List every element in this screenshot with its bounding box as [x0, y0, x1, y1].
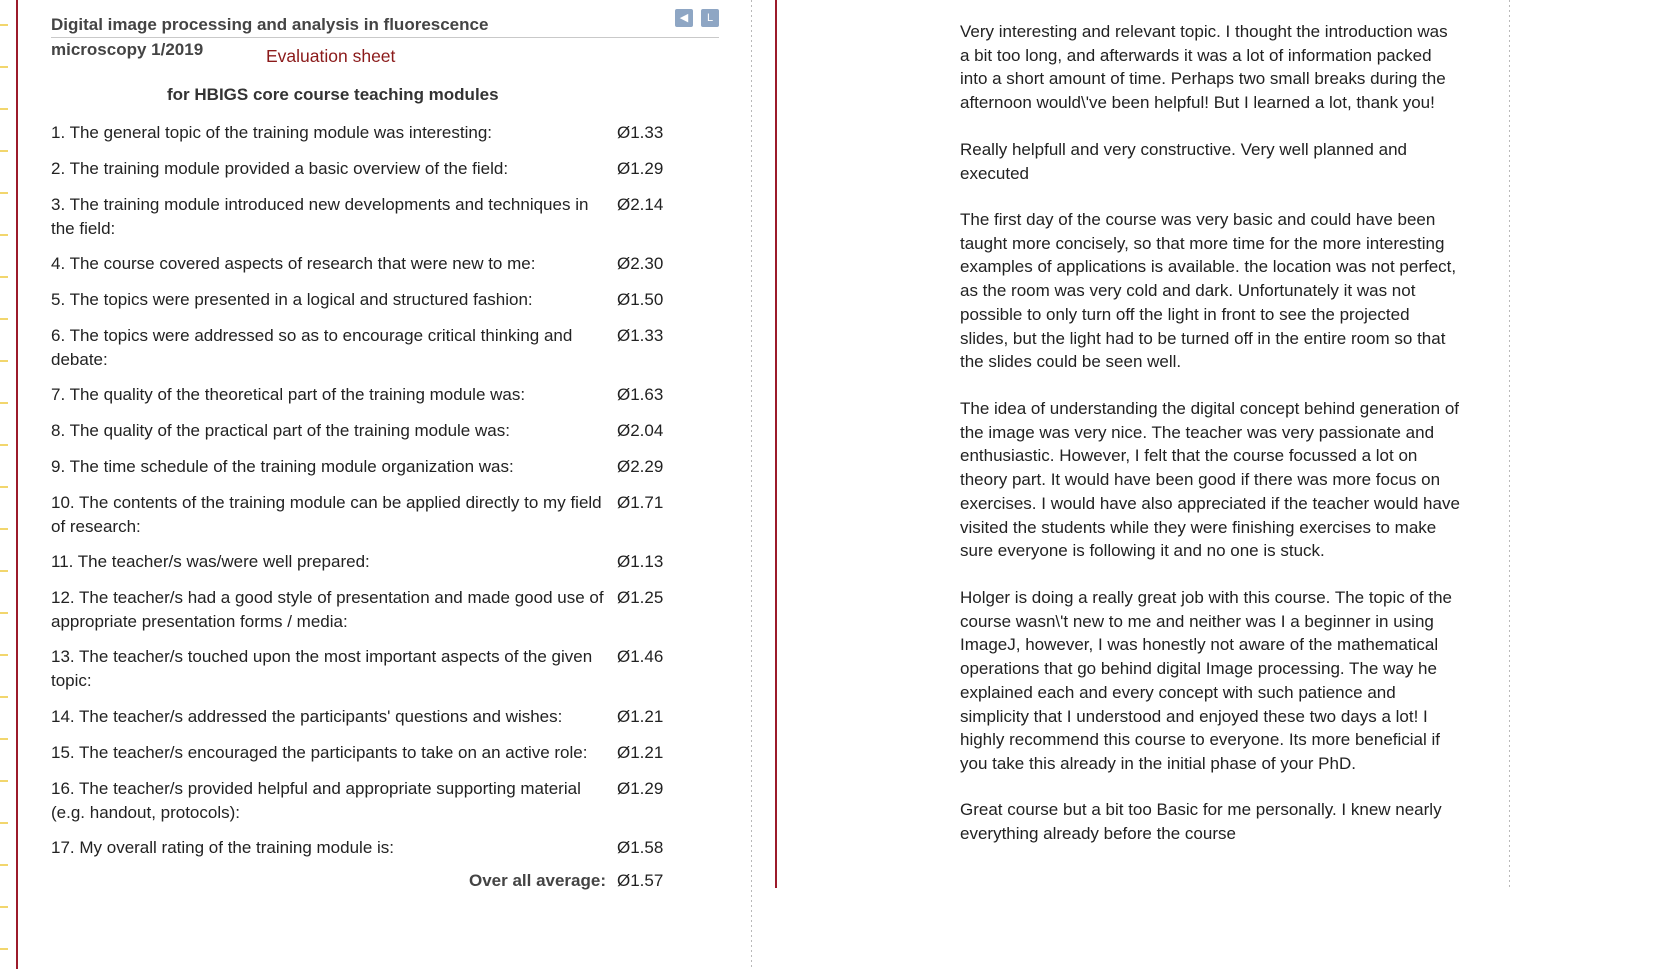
title-line-2: microscopy 1/2019 — [51, 40, 204, 59]
question-average: Ø1.50 — [617, 290, 664, 309]
question-average: Ø1.58 — [617, 838, 664, 857]
comment-entry: The first day of the course was very basic and could have been taught more concisely, so that more time for the more interesting examples of applications is available. the location was not perfect, as the room was very cold and dark. Unfortunately it was not possible to only turn off the light in front to see the projected slides, but the light had to be turned off in the entire room so that the slides could be seen well. — [960, 210, 1457, 372]
question-average: Ø1.46 — [617, 647, 664, 666]
left-border-rule — [16, 0, 18, 969]
question-average: Ø1.71 — [617, 493, 664, 512]
question-text: 14. The teacher/s addressed the participants' questions and wishes: — [51, 707, 563, 726]
question-average: Ø2.30 — [617, 254, 664, 273]
column-divider — [751, 0, 752, 969]
question-average: Ø2.29 — [617, 457, 664, 476]
comment-entry: Great course but a bit too Basic for me personally. I knew nearly everything already before the course — [960, 800, 1442, 843]
question-text: 13. The teacher/s touched upon the most important aspects of the given topic: — [51, 647, 593, 690]
question-text: 7. The quality of the theoretical part of the training module was: — [51, 385, 526, 404]
question-average: Ø2.04 — [617, 421, 664, 440]
title-line-1: Digital image processing and analysis in fluorescence — [51, 13, 719, 38]
question-text: 15. The teacher/s encouraged the participants to take on an active role: — [51, 743, 588, 762]
overall-average-value: Ø1.57 — [617, 871, 664, 890]
right-column-divider — [1509, 0, 1510, 888]
left-margin-dashes — [0, 0, 8, 969]
comment-entry: Really helpfull and very constructive. Very well planned and executed — [960, 140, 1407, 183]
question-average: Ø1.63 — [617, 385, 664, 404]
question-text: 6. The topics were addressed so as to encourage critical thinking and debate: — [51, 326, 573, 369]
overall-average-label: Over all average: — [468, 871, 606, 890]
question-average: Ø1.33 — [617, 326, 664, 345]
middle-border-rule — [775, 0, 777, 888]
question-text: 9. The time schedule of the training module organization was: — [51, 457, 514, 476]
question-text: 3. The training module introduced new developments and techniques in the field: — [51, 195, 589, 238]
question-average: Ø1.13 — [617, 552, 664, 571]
question-average: Ø1.33 — [617, 123, 664, 142]
question-average: Ø1.29 — [617, 159, 664, 178]
question-text: 1. The general topic of the training module was interesting: — [51, 123, 493, 142]
question-average: Ø1.21 — [617, 743, 664, 762]
evaluation-sheet-label: Evaluation sheet — [266, 46, 396, 66]
question-text: 4. The course covered aspects of research that were new to me: — [51, 254, 536, 273]
question-average: Ø1.21 — [617, 707, 664, 726]
comment-entry: The idea of understanding the digital concept behind generation of the image was very nice. The teacher was very passionate and enthusiastic. However, I felt that the course focussed a lot on theory part. It would have been good if there was more focus on exercises. I would have also appreciated if the teacher would have visited the students while they were finishing exercises to make sure everyone is following it and no one is stuck. — [960, 399, 1460, 561]
question-text: 16. The teacher/s provided helpful and appropriate supporting material (e.g. handout, protocols): — [51, 779, 581, 822]
question-average: Ø1.25 — [617, 588, 664, 607]
question-text: 8. The quality of the practical part of the training module was: — [51, 421, 510, 440]
comment-entry: Holger is doing a really great job with this course. The topic of the course wasn\'t new to me and neither was I a beginner in using ImageJ, however, I was honestly not aware of the mathematical operations that go behind digital Image processing. The way he explained each and every concept with such patience and simplicity that I understood and enjoyed these two days a lot! I highly recommend this course to everyone. Its more beneficial if you take this already in the initial phase of your PhD. — [960, 588, 1453, 773]
question-text: 12. The teacher/s had a good style of presentation and made good use of appropriate presentation forms / media: — [51, 588, 604, 631]
question-text: 10. The contents of the training module can be applied directly to my field of research: — [51, 493, 602, 536]
question-average: Ø2.14 — [617, 195, 664, 214]
comment-entry: Very interesting and relevant topic. I thought the introduction was a bit too long, and afterwards it was a lot of information packed into a short amount of time. Perhaps two small breaks during the afternoon would\'ve been helpful! But I learned a lot, thank you! — [960, 22, 1448, 113]
question-text: 11. The teacher/s was/were well prepared: — [51, 552, 370, 571]
question-average: Ø1.29 — [617, 779, 664, 798]
last-page-button[interactable]: L — [701, 9, 719, 27]
question-text: 5. The topics were presented in a logical and structured fashion: — [51, 290, 533, 309]
question-text: 17. My overall rating of the training module is: — [51, 838, 395, 857]
question-text: 2. The training module provided a basic overview of the field: — [51, 159, 509, 178]
previous-page-button[interactable]: ◀ — [675, 9, 693, 27]
section-heading: for HBIGS core course teaching modules — [167, 85, 499, 104]
